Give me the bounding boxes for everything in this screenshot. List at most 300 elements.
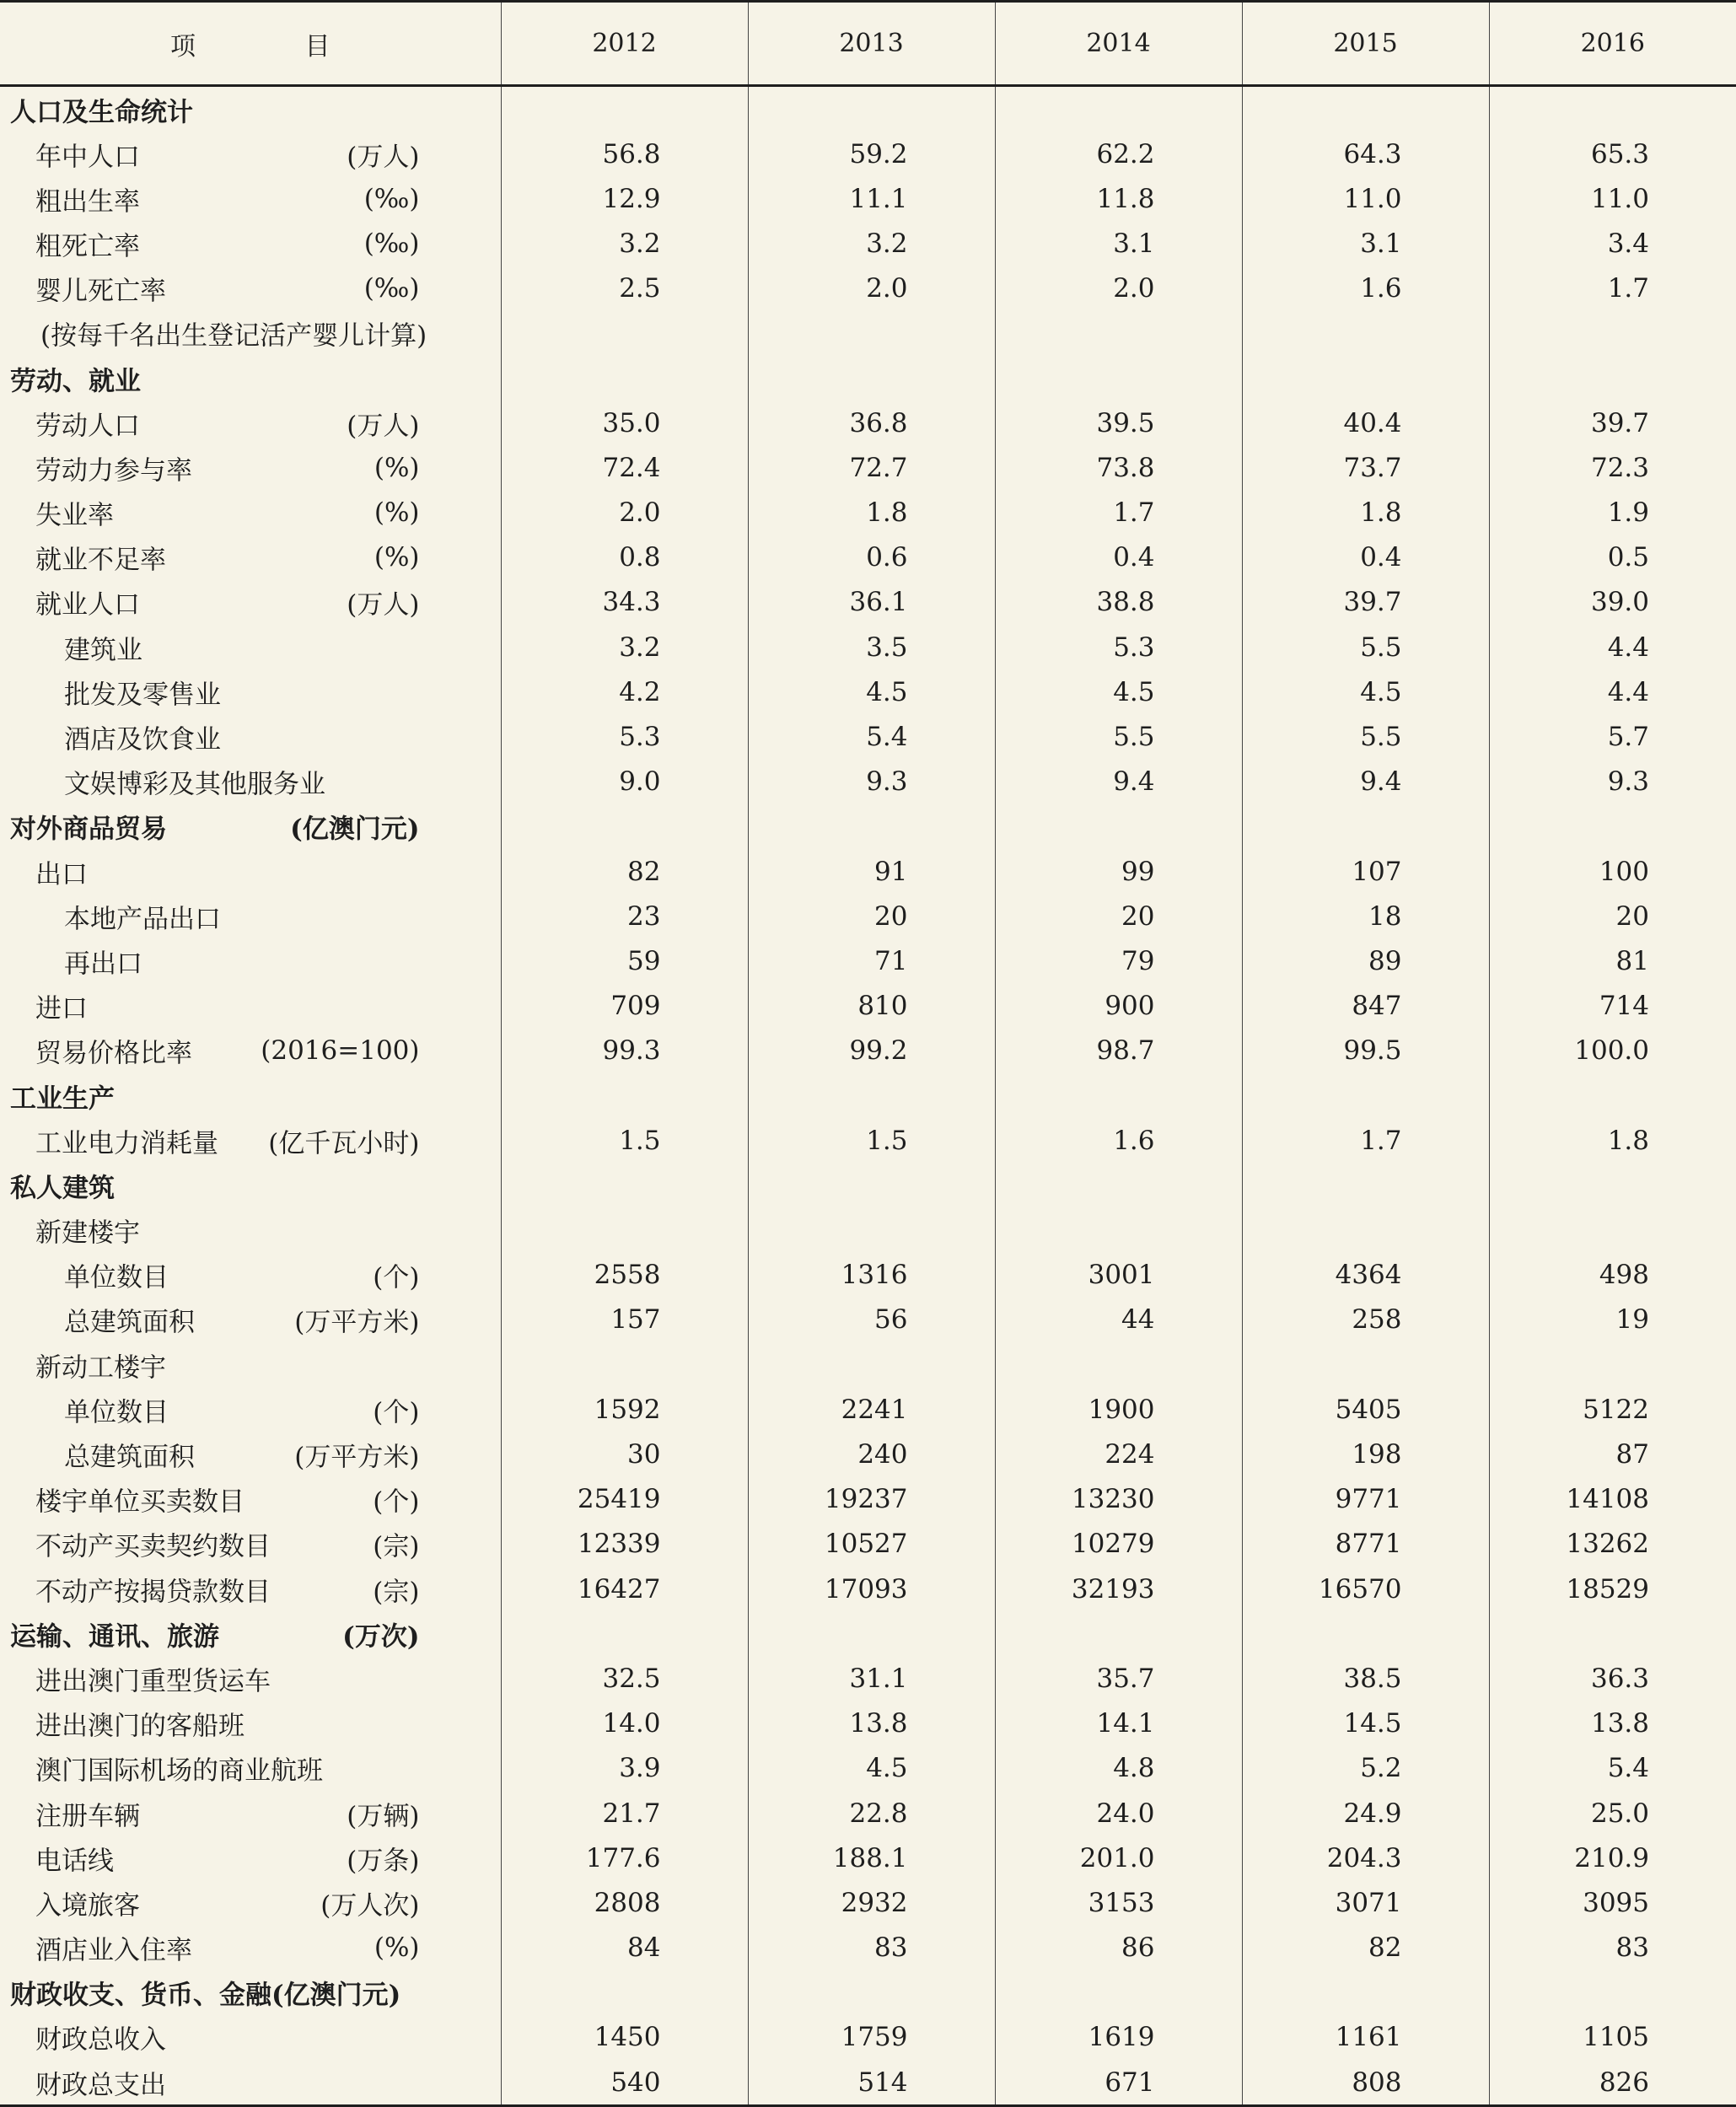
section-title: 对外商品贸易 xyxy=(10,814,167,845)
row-name: 单位数目 xyxy=(64,1397,169,1428)
value-cell-2013: 10527 xyxy=(748,1522,995,1567)
value-cell-2014 xyxy=(995,311,1242,356)
row-name: 劳动人口 xyxy=(35,411,140,442)
value-cell-2015: 204.3 xyxy=(1242,1836,1489,1880)
value-cell-2012: 177.6 xyxy=(501,1836,748,1880)
row-label-cell xyxy=(0,1836,501,1880)
value-cell-2016: 18529 xyxy=(1566,1573,1649,1604)
value-cell-2013: 3.2 xyxy=(748,221,995,266)
value-cell-2015: 39.7 xyxy=(1242,580,1489,625)
value-cell-2014 xyxy=(995,1208,1242,1253)
value-cell-2013: 13.8 xyxy=(748,1701,995,1746)
row-label-cell xyxy=(0,714,501,759)
value-cell-2015 xyxy=(1242,1611,1489,1656)
row-label-cell xyxy=(0,1163,501,1207)
value-cell-2015 xyxy=(1242,1208,1489,1253)
row-unit: (‰) xyxy=(363,273,420,304)
row-name: 不动产买卖契约数目 xyxy=(35,1531,271,1562)
value-cell-2014: 0.4 xyxy=(995,535,1242,580)
value-cell-2014: 11.8 xyxy=(995,176,1242,221)
value-cell-2014 xyxy=(995,1342,1242,1387)
value-cell-2012: 59 xyxy=(501,938,748,983)
value-cell-2016: 4.4 xyxy=(1607,632,1649,663)
value-cell-2015 xyxy=(1242,1342,1489,1387)
row-label xyxy=(0,580,501,625)
value-cell-2013: 188.1 xyxy=(748,1836,995,1880)
value-cell-2012 xyxy=(501,804,748,849)
value-cell-2015: 4.5 xyxy=(1242,669,1489,714)
row-unit: (万平方米) xyxy=(294,1442,420,1473)
table-row xyxy=(0,714,1736,759)
row-unit: (万人) xyxy=(347,411,420,442)
value-cell-2015: 73.7 xyxy=(1242,445,1489,490)
value-cell-2012: 1.5 xyxy=(501,1118,748,1163)
value-cell-2015: 8771 xyxy=(1242,1522,1489,1567)
row-label xyxy=(0,1253,501,1298)
row-label-cell xyxy=(0,491,501,535)
section-title: 劳动、就业 xyxy=(10,366,141,397)
value-cell-2016: 65.3 xyxy=(1590,138,1649,169)
row-label-cell xyxy=(0,535,501,580)
value-cell-2013: 1.5 xyxy=(748,1118,995,1163)
row-label xyxy=(0,400,501,445)
section-title: 人口及生命统计 xyxy=(10,97,193,127)
section-row xyxy=(0,1970,1736,2015)
table-row xyxy=(0,1298,1736,1342)
value-cell-2013: 4.5 xyxy=(748,669,995,714)
row-name: 建筑业 xyxy=(64,635,142,666)
table-row xyxy=(0,1656,1736,1701)
value-cell-2016 xyxy=(1489,1208,1736,1253)
value-cell-2015: 1.8 xyxy=(1242,491,1489,535)
table-row xyxy=(0,445,1736,490)
value-cell-2014: 1.6 xyxy=(995,1118,1242,1163)
header-item-label xyxy=(0,2,501,86)
row-label-cell xyxy=(0,1791,501,1836)
row-label-cell xyxy=(0,221,501,266)
row-label xyxy=(0,311,501,356)
table-body xyxy=(0,86,1736,2106)
row-name: 澳门国际机场的商业航班 xyxy=(35,1755,323,1787)
value-cell-2015: 9.4 xyxy=(1242,760,1489,804)
row-unit: (%) xyxy=(374,497,420,529)
value-cell-2015: 0.4 xyxy=(1242,535,1489,580)
value-cell-2016: 714 xyxy=(1599,991,1649,1022)
row-label xyxy=(0,938,501,983)
value-cell-2015: 38.5 xyxy=(1242,1656,1489,1701)
row-name: 总建筑面积 xyxy=(64,1442,195,1473)
value-cell-2012: 3.2 xyxy=(501,625,748,669)
row-label-cell xyxy=(0,176,501,221)
value-cell-2014: 86 xyxy=(995,1926,1242,1970)
value-cell-2015: 18 xyxy=(1242,894,1489,938)
value-cell-2015: 89 xyxy=(1242,938,1489,983)
value-cell-2015: 5405 xyxy=(1242,1387,1489,1432)
row-name: 不动产按揭贷款数目 xyxy=(35,1577,271,1608)
row-label xyxy=(0,445,501,490)
row-name: 失业率 xyxy=(35,500,114,531)
value-cell-2013 xyxy=(748,1611,995,1656)
row-unit: (宗) xyxy=(373,1577,420,1608)
row-label xyxy=(0,1791,501,1836)
row-label xyxy=(0,1746,501,1791)
row-label xyxy=(0,760,501,804)
value-cell-2012: 21.7 xyxy=(501,1791,748,1836)
value-cell-2012: 5.3 xyxy=(501,714,748,759)
value-cell-2013 xyxy=(748,86,995,132)
section-row xyxy=(0,356,1736,400)
value-cell-2013: 36.1 xyxy=(748,580,995,625)
row-name: 入境旅客 xyxy=(35,1890,140,1922)
row-label xyxy=(0,2015,501,2060)
value-cell-2016 xyxy=(1489,356,1736,400)
row-label-cell xyxy=(0,1073,501,1118)
header-row xyxy=(0,2,1736,86)
value-cell-2015: 24.9 xyxy=(1242,1791,1489,1836)
value-cell-2012: 82 xyxy=(501,849,748,894)
value-cell-2016 xyxy=(1489,1073,1736,1118)
value-cell-2015: 5.5 xyxy=(1242,625,1489,669)
row-name: 楼宇单位买卖数目 xyxy=(35,1486,245,1518)
value-cell-2013: 1316 xyxy=(748,1253,995,1298)
table-row xyxy=(0,1926,1736,1970)
value-cell-2015: 99.5 xyxy=(1242,1029,1489,1073)
header-year-2015: 2015 xyxy=(1242,2,1489,86)
value-cell-2014: 99 xyxy=(995,849,1242,894)
row-label xyxy=(0,1342,501,1387)
row-name: 就业人口 xyxy=(35,589,140,621)
row-label xyxy=(0,1836,501,1880)
row-label xyxy=(0,1611,501,1656)
row-label-cell xyxy=(0,1208,501,1253)
row-label xyxy=(0,221,501,266)
row-label xyxy=(0,176,501,221)
value-cell-2013 xyxy=(748,311,995,356)
value-cell-2012: 2558 xyxy=(501,1253,748,1298)
row-label-cell xyxy=(0,1477,501,1522)
row-label-cell xyxy=(0,894,501,938)
value-cell-2012: 157 xyxy=(501,1298,748,1342)
table-row xyxy=(0,580,1736,625)
row-name: 年中人口 xyxy=(35,142,140,173)
value-cell-2014: 671 xyxy=(995,2060,1242,2106)
row-label-cell xyxy=(0,1522,501,1567)
value-cell-2013 xyxy=(748,1208,995,1253)
value-cell-2016: 39.7 xyxy=(1590,407,1649,438)
value-cell-2014: 44 xyxy=(995,1298,1242,1342)
value-cell-2013: 91 xyxy=(748,849,995,894)
row-label-cell xyxy=(0,1342,501,1387)
row-name: 劳动力参与率 xyxy=(35,455,192,486)
value-cell-2012: 25419 xyxy=(501,1477,748,1522)
value-cell-2015: 1.6 xyxy=(1242,266,1489,311)
row-label-cell xyxy=(0,86,501,132)
value-cell-2013 xyxy=(748,1970,995,2015)
row-label-cell xyxy=(0,1701,501,1746)
table-row xyxy=(0,132,1736,176)
value-cell-2015: 3.1 xyxy=(1242,221,1489,266)
row-label xyxy=(0,1208,501,1253)
value-cell-2013: 810 xyxy=(748,984,995,1029)
value-cell-2016 xyxy=(1489,804,1736,849)
value-cell-2012: 35.0 xyxy=(501,400,748,445)
row-label xyxy=(0,1477,501,1522)
value-cell-2016: 5.4 xyxy=(1607,1753,1649,1784)
row-label-cell xyxy=(0,1432,501,1476)
row-label xyxy=(0,1567,501,1611)
row-name: 酒店及饮食业 xyxy=(64,724,221,755)
value-cell-2014: 39.5 xyxy=(995,400,1242,445)
value-cell-2014 xyxy=(995,804,1242,849)
value-cell-2014: 98.7 xyxy=(995,1029,1242,1073)
row-name: 新动工楼宇 xyxy=(35,1352,166,1384)
value-cell-2014: 32193 xyxy=(995,1567,1242,1611)
value-cell-2016: 36.3 xyxy=(1590,1663,1649,1694)
value-cell-2012: 1450 xyxy=(501,2015,748,2060)
section-row xyxy=(0,1163,1736,1207)
value-cell-2012: 99.3 xyxy=(501,1029,748,1073)
value-cell-2013: 0.6 xyxy=(748,535,995,580)
value-cell-2013: 2.0 xyxy=(748,266,995,311)
value-cell-2013: 1.8 xyxy=(748,491,995,535)
row-label-cell xyxy=(0,984,501,1029)
row-label xyxy=(0,491,501,535)
row-name: 文娱博彩及其他服务业 xyxy=(64,769,325,800)
value-cell-2013: 36.8 xyxy=(748,400,995,445)
value-cell-2015: 5.5 xyxy=(1242,714,1489,759)
row-label-cell xyxy=(0,266,501,311)
value-cell-2012: 34.3 xyxy=(501,580,748,625)
value-cell-2012 xyxy=(501,1163,748,1207)
value-cell-2016: 14108 xyxy=(1566,1484,1649,1515)
value-cell-2013 xyxy=(748,356,995,400)
row-label-cell xyxy=(0,804,501,849)
row-label xyxy=(0,894,501,938)
table-row xyxy=(0,1253,1736,1298)
value-cell-2016: 498 xyxy=(1599,1260,1649,1291)
table-row xyxy=(0,1567,1736,1611)
row-label-cell xyxy=(0,1298,501,1342)
table-row xyxy=(0,849,1736,894)
value-cell-2016 xyxy=(1489,1342,1736,1387)
table-row xyxy=(0,2060,1736,2106)
row-label xyxy=(0,669,501,714)
row-unit: (2016=100) xyxy=(261,1035,420,1067)
row-label-cell xyxy=(0,445,501,490)
row-label xyxy=(0,715,501,760)
value-cell-2013: 2241 xyxy=(748,1387,995,1432)
value-cell-2014: 13230 xyxy=(995,1477,1242,1522)
row-label xyxy=(0,625,501,669)
value-cell-2013: 2932 xyxy=(748,1880,995,1925)
value-cell-2014: 4.5 xyxy=(995,669,1242,714)
value-cell-2016: 1.7 xyxy=(1607,273,1649,304)
value-cell-2016: 0.5 xyxy=(1607,542,1649,573)
row-label xyxy=(0,804,501,849)
value-cell-2016: 826 xyxy=(1489,2060,1736,2106)
row-name: 财政总收入 xyxy=(35,2024,166,2056)
row-unit: (万次) xyxy=(342,1621,420,1653)
value-cell-2012: 2808 xyxy=(501,1880,748,1925)
table-row xyxy=(0,938,1736,983)
row-name: 婴儿死亡率 xyxy=(35,276,166,307)
table-row xyxy=(0,176,1736,221)
row-name: 进口 xyxy=(35,993,88,1024)
value-cell-2015 xyxy=(1242,1163,1489,1207)
value-cell-2014: 1.7 xyxy=(995,491,1242,535)
value-cell-2016: 1.9 xyxy=(1607,497,1649,529)
value-cell-2014 xyxy=(995,86,1242,132)
row-label xyxy=(0,1970,501,2015)
value-cell-2014 xyxy=(995,356,1242,400)
table-row xyxy=(0,535,1736,580)
value-cell-2015 xyxy=(1242,311,1489,356)
row-label xyxy=(0,132,501,176)
value-cell-2013 xyxy=(748,804,995,849)
value-cell-2015: 808 xyxy=(1242,2060,1489,2106)
table-row xyxy=(0,1701,1736,1746)
row-label xyxy=(0,266,501,311)
value-cell-2016: 83 xyxy=(1615,1932,1649,1964)
value-cell-2016: 1.8 xyxy=(1607,1125,1649,1156)
value-cell-2016: 3095 xyxy=(1583,1887,1649,1918)
value-cell-2016: 4.4 xyxy=(1607,676,1649,707)
row-unit: (%) xyxy=(374,542,420,573)
value-cell-2012: 12339 xyxy=(501,1522,748,1567)
value-cell-2012: 2.0 xyxy=(501,491,748,535)
row-unit: (万人) xyxy=(347,589,420,621)
value-cell-2015: 1161 xyxy=(1242,2015,1489,2060)
value-cell-2012 xyxy=(501,1970,748,2015)
value-cell-2014: 35.7 xyxy=(995,1656,1242,1701)
section-row xyxy=(0,1073,1736,1118)
value-cell-2015 xyxy=(1242,804,1489,849)
value-cell-2014: 1900 xyxy=(995,1387,1242,1432)
value-cell-2015: 847 xyxy=(1242,984,1489,1029)
value-cell-2015 xyxy=(1242,86,1489,132)
table-row xyxy=(0,760,1736,804)
value-cell-2012: 16427 xyxy=(501,1567,748,1611)
row-label xyxy=(0,849,501,894)
row-unit: (‰) xyxy=(363,228,420,259)
value-cell-2014: 79 xyxy=(995,938,1242,983)
value-cell-2012 xyxy=(501,86,748,132)
value-cell-2013: 4.5 xyxy=(748,1746,995,1791)
value-cell-2016 xyxy=(1489,1611,1736,1656)
header-year-2016: 2016 xyxy=(1489,2,1736,86)
value-cell-2013 xyxy=(748,1073,995,1118)
row-name: 粗出生率 xyxy=(35,186,140,218)
row-unit: (%) xyxy=(374,452,420,483)
value-cell-2016: 100 xyxy=(1599,856,1649,887)
value-cell-2013: 59.2 xyxy=(748,132,995,176)
table-row xyxy=(0,1836,1736,1880)
value-cell-2014 xyxy=(995,1163,1242,1207)
value-cell-2015: 1.7 xyxy=(1242,1118,1489,1163)
row-label-cell xyxy=(0,2015,501,2060)
value-cell-2012: 84 xyxy=(501,1926,748,1970)
value-cell-2015: 9771 xyxy=(1242,1477,1489,1522)
value-cell-2016: 39.0 xyxy=(1590,587,1649,618)
row-label xyxy=(0,1118,501,1163)
value-cell-2012 xyxy=(501,311,748,356)
row-name: 贸易价格比率 xyxy=(35,1038,192,1069)
row-label xyxy=(0,1522,501,1567)
table-row xyxy=(0,221,1736,266)
table-row xyxy=(0,669,1736,714)
value-cell-2013: 99.2 xyxy=(748,1029,995,1073)
value-cell-2012: 709 xyxy=(501,984,748,1029)
row-name: 进出澳门重型货运车 xyxy=(35,1666,271,1697)
row-unit: (万平方米) xyxy=(294,1307,420,1338)
value-cell-2012: 56.8 xyxy=(501,132,748,176)
table-row xyxy=(0,894,1736,938)
table-row xyxy=(0,1118,1736,1163)
row-label-cell xyxy=(0,669,501,714)
row-name: 批发及零售业 xyxy=(64,680,221,711)
value-cell-2015: 11.0 xyxy=(1242,176,1489,221)
row-label-cell xyxy=(0,1656,501,1701)
value-cell-2013: 5.4 xyxy=(748,714,995,759)
row-label-cell xyxy=(0,938,501,983)
value-cell-2012: 0.8 xyxy=(501,535,748,580)
row-name: 粗死亡率 xyxy=(35,231,140,262)
value-cell-2012: 72.4 xyxy=(501,445,748,490)
value-cell-2014: 9.4 xyxy=(995,760,1242,804)
row-unit: (个) xyxy=(373,1262,420,1293)
row-label xyxy=(0,1029,501,1073)
value-cell-2014: 10279 xyxy=(995,1522,1242,1567)
value-cell-2015: 82 xyxy=(1242,1926,1489,1970)
value-cell-2014: 73.8 xyxy=(995,445,1242,490)
value-cell-2015: 5.2 xyxy=(1242,1746,1489,1791)
value-cell-2014: 1619 xyxy=(995,2015,1242,2060)
row-unit: (万人次) xyxy=(320,1890,420,1922)
row-label-cell xyxy=(0,849,501,894)
row-label xyxy=(0,1880,501,1925)
table-row xyxy=(0,1208,1736,1253)
value-cell-2013: 31.1 xyxy=(748,1656,995,1701)
value-cell-2014: 3153 xyxy=(995,1880,1242,1925)
value-cell-2012: 23 xyxy=(501,894,748,938)
value-cell-2016 xyxy=(1489,311,1736,356)
row-label-cell xyxy=(0,1567,501,1611)
value-cell-2015: 4364 xyxy=(1242,1253,1489,1298)
row-label xyxy=(0,1073,501,1118)
value-cell-2012: 3.2 xyxy=(501,221,748,266)
value-cell-2014: 3001 xyxy=(995,1253,1242,1298)
row-unit: (万条) xyxy=(347,1846,420,1877)
table-row xyxy=(0,311,1736,356)
row-name: 财政总支出 xyxy=(35,2070,166,2101)
value-cell-2016: 11.0 xyxy=(1590,183,1649,214)
row-name: 单位数目 xyxy=(64,1262,169,1293)
table-row xyxy=(0,1522,1736,1567)
row-label-cell xyxy=(0,1029,501,1073)
value-cell-2012: 12.9 xyxy=(501,176,748,221)
value-cell-2012: 3.9 xyxy=(501,1746,748,1791)
row-label-cell xyxy=(0,625,501,669)
row-label-cell xyxy=(0,1880,501,1925)
value-cell-2016: 5.7 xyxy=(1607,722,1649,753)
row-label xyxy=(0,1656,501,1701)
value-cell-2015: 107 xyxy=(1242,849,1489,894)
value-cell-2016: 20 xyxy=(1615,900,1649,932)
value-cell-2016: 1105 xyxy=(1583,2022,1649,2053)
value-cell-2012: 14.0 xyxy=(501,1701,748,1746)
value-cell-2014: 4.8 xyxy=(995,1746,1242,1791)
value-cell-2015: 258 xyxy=(1242,1298,1489,1342)
